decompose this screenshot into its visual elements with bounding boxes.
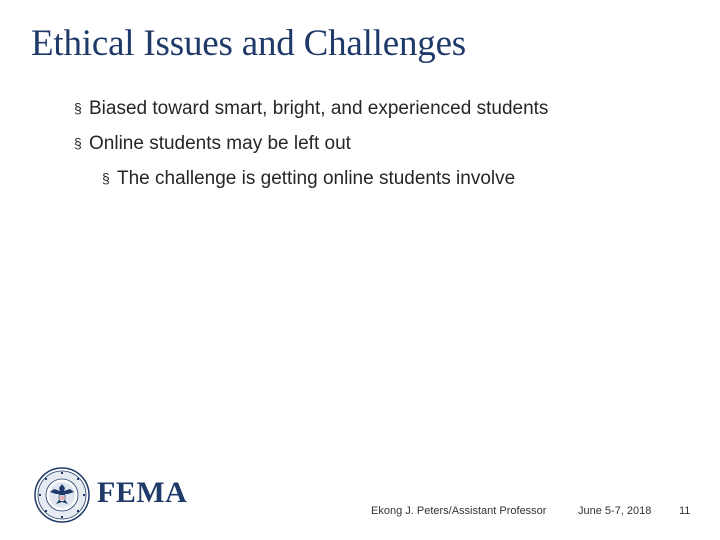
footer-author: Ekong J. Peters/Assistant Professor: [371, 505, 547, 517]
bullet-item: [74, 131, 694, 166]
bullet-item: [74, 96, 694, 131]
page-number: 11: [679, 505, 691, 517]
sub-bullet-item: [102, 166, 694, 201]
bullet-text: Biased toward smart, bright, and experienced students: [89, 98, 549, 119]
dhs-seal-icon: [34, 467, 90, 523]
bullet-list: [74, 96, 694, 201]
fema-wordmark: FEMA: [97, 476, 188, 509]
bullet-marker-icon: §: [102, 170, 110, 186]
bullet-text: Online students may be left out: [89, 133, 351, 154]
slide-title: Ethical Issues and Challenges: [31, 23, 467, 64]
bullet-text: The challenge is getting online students involve: [117, 168, 516, 189]
bullet-marker-icon: §: [74, 135, 82, 151]
footer-date: June 5-7, 2018: [578, 505, 652, 517]
fema-logo: [34, 467, 194, 523]
bullet-marker-icon: §: [74, 100, 82, 116]
